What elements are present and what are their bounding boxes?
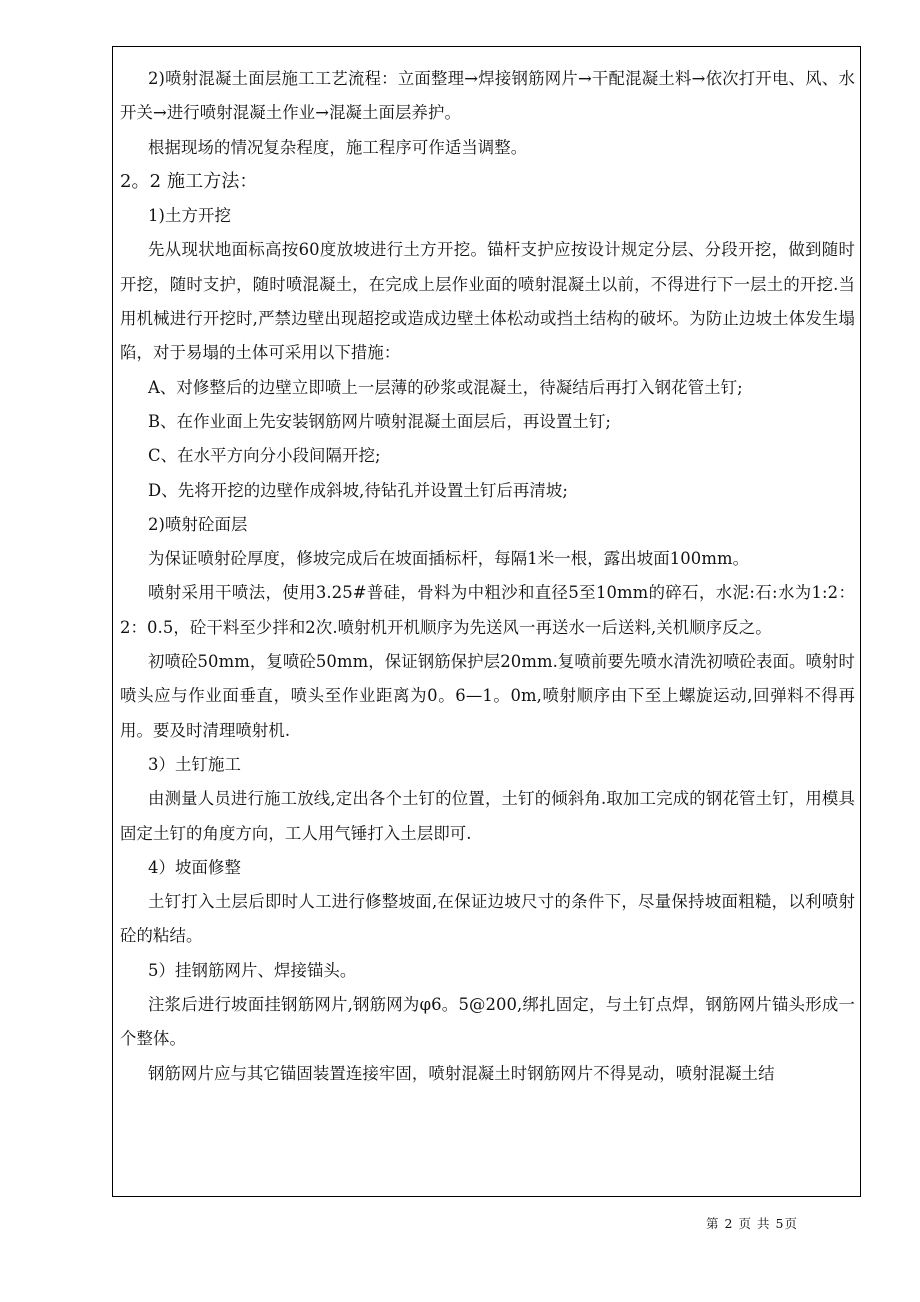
- paragraph-spray-process: 2)喷射混凝土面层施工工艺流程：立面整理→焊接钢筋网片→干配混凝土料→依次打开电、风、水开关→进行喷射混凝土作业→混凝土面层养护。: [120, 69, 855, 123]
- subheading-earthwork: 1)土方开挖: [148, 206, 231, 226]
- subheading-steel-mesh: 5）挂钢筋网片、焊接锚头。: [148, 960, 357, 980]
- paragraph-initial-spray: 初喷砼50mm，复喷砼50mm，保证钢筋保护层20mm.复喷前要先喷水清洗初喷砼表面。喷射时喷头应与作业面垂直，喷头至作业距离为0。6—1。0m,喷射顺序由下至上螺旋运动,回弹料不得再用。要及时清理喷射机.: [120, 652, 855, 740]
- list-item-a: A、对修整后的边壁立即喷上一层薄的砂浆或混凝土，待凝结后再打入钢花管土钉;: [148, 377, 743, 397]
- subheading-spray-layer: 2)喷射砼面层: [148, 514, 248, 534]
- subheading-soil-nail: 3）土钉施工: [148, 754, 241, 774]
- page-prefix: 第: [706, 1216, 720, 1231]
- list-item-c: C、在水平方向分小段间隔开挖;: [148, 446, 381, 466]
- page-mid: 页: [738, 1216, 752, 1231]
- paragraph-soil-nail: 由测量人员进行施工放线,定出各个土钉的位置，土钉的倾斜角.取加工完成的钢花管土钉，用模具固定土钉的角度方向，工人用气锤打入土层即可.: [120, 789, 855, 843]
- list-item-d: D、先将开挖的边壁作成斜坡,待钻孔并设置土钉后再清坡;: [148, 480, 568, 500]
- paragraph-steel-mesh: 注浆后进行坡面挂钢筋网片,钢筋网为φ6。5@200,绑扎固定，与土钉点焊，钢筋网片锚头形成一个整体。: [120, 995, 855, 1049]
- paragraph-earthwork: 先从现状地面标高按60度放坡进行土方开挖。锚杆支护应按设计规定分层、分段开挖，做到随时开挖，随时支护，随时喷混凝土，在完成上层作业面的喷射混凝土以前，不得进行下一层土的开挖.当用机械进行开挖时,严禁边壁出现超挖或造成边壁土体松动或挡土结构的破坏。为防止边坡土体发生塌陷，对于易塌的土体可采用以下措施：: [120, 240, 855, 363]
- paragraph-dry-spray: 喷射采用干喷法，使用3.25#普硅，骨料为中粗沙和直径5至10mm的碎石，水泥:石:水为1:2：2：0.5，砼干料至少拌和2次.喷射机开机顺序为先送风一再送水一后送料,关机顺序反之。: [120, 583, 855, 637]
- paragraph-slope-trim: 土钉打入土层后即时人工进行修整坡面,在保证边坡尺寸的条件下，尽量保持坡面粗糙，以利喷射砼的粘结。: [120, 892, 855, 946]
- section-heading-construction-method: 2。2 施工方法：: [120, 170, 258, 192]
- page-current: 2: [724, 1216, 734, 1231]
- subheading-slope-trim: 4）坡面修整: [148, 857, 241, 877]
- list-item-b: B、在作业面上先安装钢筋网片喷射混凝土面层后，再设置土钉;: [148, 411, 612, 431]
- page-total-prefix: 共: [756, 1216, 771, 1231]
- page-footer: [706, 1214, 798, 1232]
- page-total: 5页: [775, 1216, 798, 1231]
- paragraph-adjust-note: 根据现场的情况复杂程度，施工程序可作适当调整。: [148, 137, 528, 157]
- paragraph-thickness-markers: 为保证喷射砼厚度，修坡完成后在坡面插标杆，每隔1米一根，露出坡面100mm。: [148, 549, 750, 569]
- document-body: [120, 62, 855, 1091]
- paragraph-mesh-anchoring: 钢筋网片应与其它锚固装置连接牢固，喷射混凝土时钢筋网片不得晃动，喷射混凝土结: [148, 1063, 775, 1083]
